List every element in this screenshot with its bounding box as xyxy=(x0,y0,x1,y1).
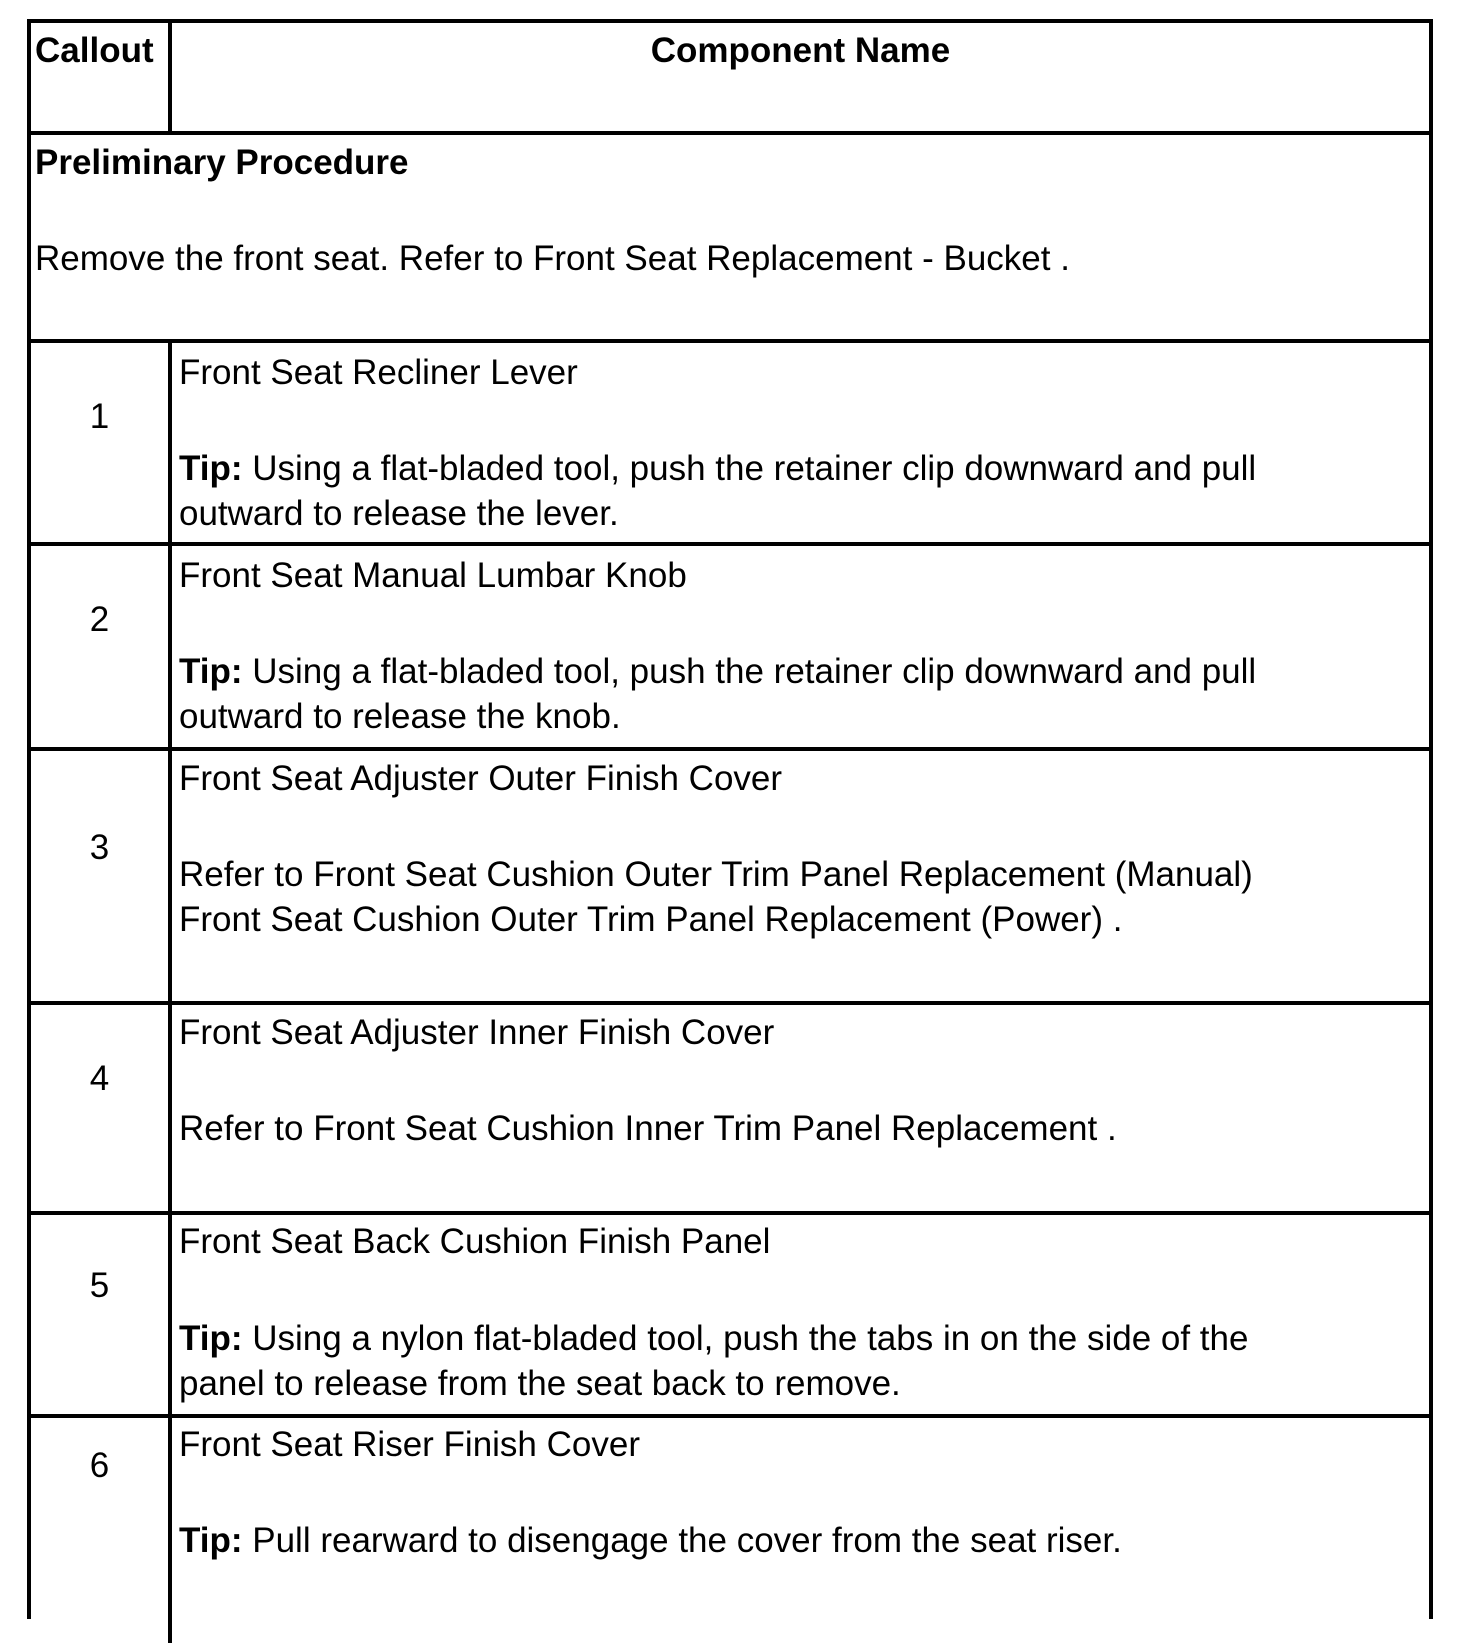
callout-number: 1 xyxy=(89,397,110,436)
tip-label: Tip: xyxy=(179,1521,243,1560)
note-line-2: panel to release from the seat back to remove. xyxy=(179,1364,901,1403)
row-divider xyxy=(31,1414,1429,1418)
tip-label: Tip: xyxy=(179,652,243,691)
note-line-1: Using a nylon flat-bladed tool, push the tabs in on the side of the xyxy=(242,1319,1249,1358)
component-note xyxy=(179,447,1256,491)
component-name: Front Seat Adjuster Outer Finish Cover xyxy=(179,759,783,798)
component-name: Front Seat Riser Finish Cover xyxy=(179,1425,640,1464)
note-line-1: Pull rearward to disengage the cover from the seat riser. xyxy=(242,1521,1122,1560)
header-divider xyxy=(168,23,172,133)
callout-number: 3 xyxy=(89,828,110,867)
header-callout: Callout xyxy=(35,31,154,70)
preliminary-title: Preliminary Procedure xyxy=(35,143,409,182)
callout-number: 4 xyxy=(89,1059,110,1098)
note-line-1: Refer to Front Seat Cushion Inner Trim Panel Replacement . xyxy=(179,1109,1117,1148)
component-table xyxy=(27,19,1433,1619)
tip-label: Tip: xyxy=(179,1319,243,1358)
component-note xyxy=(179,1519,1122,1563)
callout-number: 5 xyxy=(89,1266,110,1305)
note-line-2: outward to release the lever. xyxy=(179,494,619,533)
callout-number: 2 xyxy=(89,600,110,639)
note-line-1: Refer to Front Seat Cushion Outer Trim Panel Replacement (Manual) xyxy=(179,855,1253,894)
component-name: Front Seat Back Cushion Finish Panel xyxy=(179,1222,771,1261)
note-line-2: Front Seat Cushion Outer Trim Panel Replacement (Power) . xyxy=(179,900,1123,939)
component-note xyxy=(179,650,1256,694)
row-divider xyxy=(31,1211,1429,1215)
row-divider xyxy=(31,131,1429,135)
component-name: Front Seat Manual Lumbar Knob xyxy=(179,556,687,595)
callout-column-divider xyxy=(168,343,172,1643)
component-name: Front Seat Adjuster Inner Finish Cover xyxy=(179,1013,775,1052)
note-line-1: Using a flat-bladed tool, push the retainer clip downward and pull xyxy=(242,449,1257,488)
header-component-name: Component Name xyxy=(650,31,951,70)
component-name: Front Seat Recliner Lever xyxy=(179,353,578,392)
preliminary-text: Remove the front seat. Refer to Front Seat Replacement - Bucket . xyxy=(35,239,1070,278)
callout-number: 6 xyxy=(89,1446,110,1485)
row-divider xyxy=(31,1001,1429,1005)
row-divider xyxy=(31,747,1429,751)
note-line-1: Using a flat-bladed tool, push the retainer clip downward and pull xyxy=(242,652,1257,691)
note-line-2: outward to release the knob. xyxy=(179,697,621,736)
component-note xyxy=(179,1317,1248,1361)
row-divider xyxy=(31,339,1429,343)
row-divider xyxy=(31,542,1429,546)
tip-label: Tip: xyxy=(179,449,243,488)
